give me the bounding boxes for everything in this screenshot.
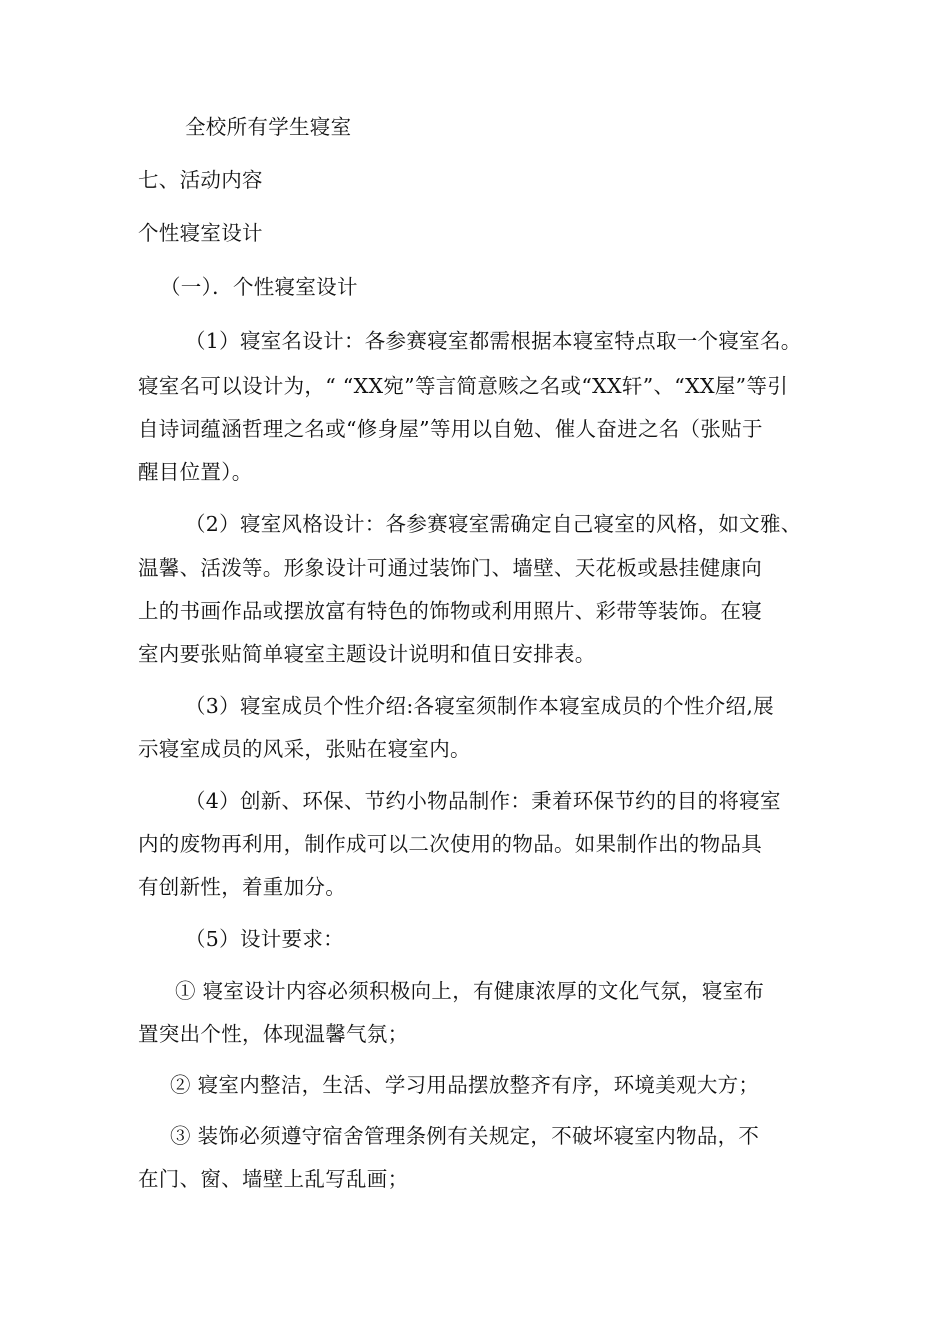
paragraph-line: 自诗词蕴涵哲理之名或“修身屋”等用以自勉、催人奋进之名（张贴于 xyxy=(138,417,763,441)
paragraph-line: 室内要张贴简单寝室主题设计说明和值日安排表。 xyxy=(138,642,596,666)
paragraph-line: 上的书画作品或摆放富有特色的饰物或利用照片、彩带等装饰。在寝 xyxy=(138,599,762,623)
paragraph-line: 温馨、活泼等。形象设计可通过装饰门、墙壁、天花板或悬挂健康向 xyxy=(138,556,762,580)
paragraph-line: 置突出个性，体现温馨气氛； xyxy=(138,1022,409,1046)
paragraph-line: 示寝室成员的风采，张贴在寝室内。 xyxy=(138,737,471,761)
section-heading: 七、活动内容 xyxy=(138,168,263,192)
scope-text: 全校所有学生寝室 xyxy=(185,115,352,139)
paragraph-line: 在门、窗、墙壁上乱写乱画； xyxy=(138,1167,409,1191)
paragraph-line: ② 寝室内整洁，生活、学习用品摆放整齐有序，环境美观大方； xyxy=(170,1073,760,1097)
paragraph-line: ③ 装饰必须遵守宿舍管理条例有关规定，不破坏寝室内物品，不 xyxy=(170,1124,760,1148)
paragraph-line: （2）寝室风格设计：各参赛寝室需确定自己寝室的风格，如文雅、 xyxy=(185,512,802,536)
paragraph-line: （1）寝室名设计：各参赛寝室都需根据本寝室特点取一个寝室名。 xyxy=(185,329,802,353)
paragraph-line: （5）设计要求： xyxy=(185,927,344,951)
paragraph-line: 有创新性，着重加分。 xyxy=(138,875,346,899)
paragraph-line: 醒目位置）。 xyxy=(138,460,253,484)
subheading: 个性寝室设计 xyxy=(138,221,263,245)
paragraph-line: ① 寝室设计内容必须积极向上，有健康浓厚的文化气氛，寝室布 xyxy=(175,979,765,1003)
paragraph-line: （3）寝室成员个性介绍:各寝室须制作本寝室成员的个性介绍,展 xyxy=(185,694,774,718)
paragraph-line: （4）创新、环保、节约小物品制作：秉着环保节约的目的将寝室 xyxy=(185,789,781,813)
paragraph-line: 寝室名可以设计为，“ “XX宛”等言简意赅之名或“XX轩”、“XX屋”等引 xyxy=(138,374,789,398)
subsection-title: （一）．个性寝室设计 xyxy=(160,275,358,299)
paragraph-line: 内的废物再利用，制作成可以二次使用的物品。如果制作出的物品具 xyxy=(138,832,762,856)
